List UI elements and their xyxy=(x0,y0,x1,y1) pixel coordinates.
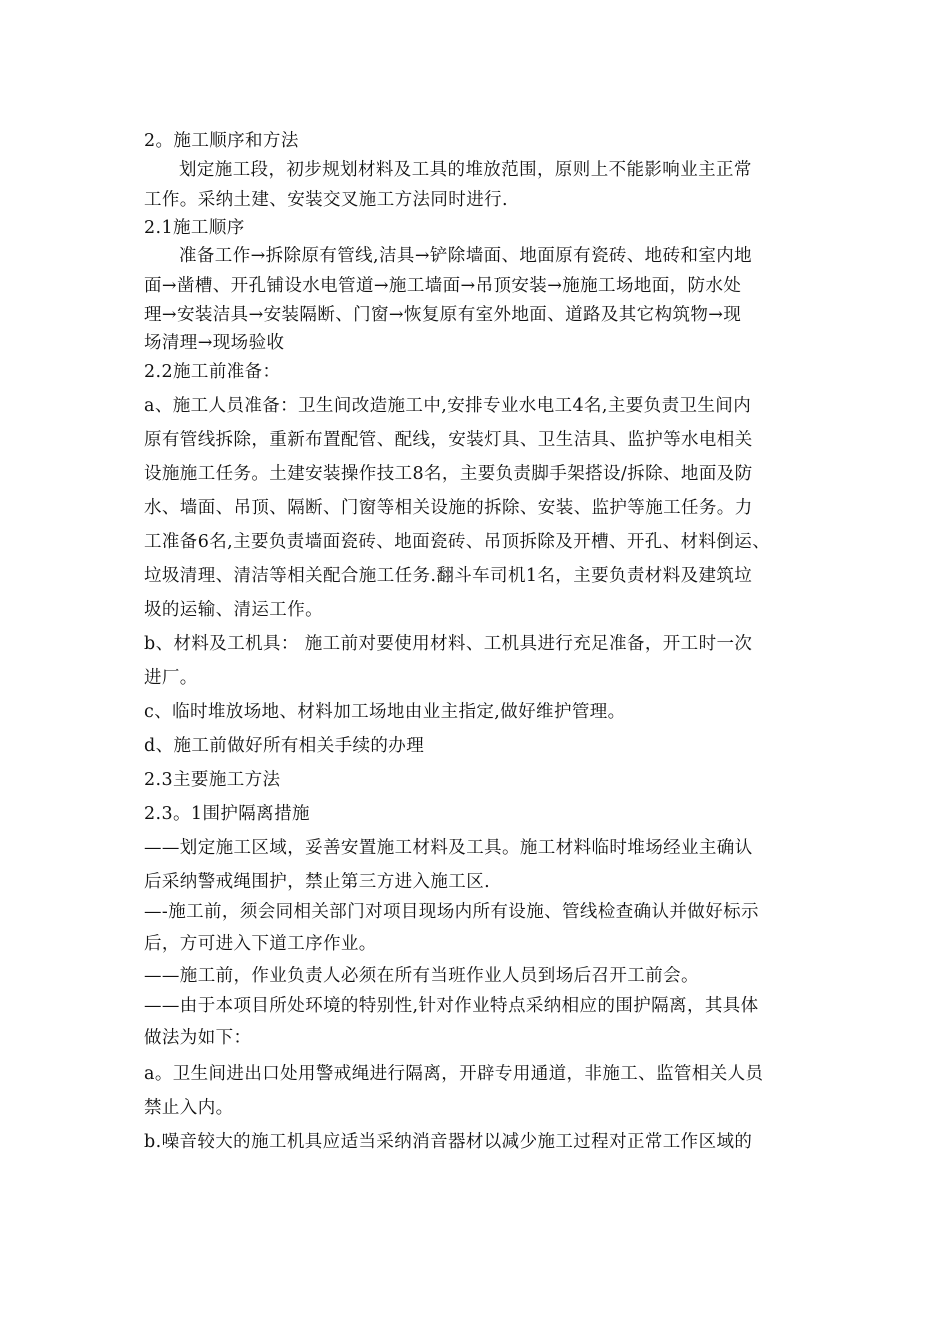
paragraph-line: 禁止入内。 xyxy=(144,1098,234,1118)
paragraph-line: 后采纳警戒绳围护，禁止第三方进入施工区. xyxy=(144,872,491,892)
subsection-heading: 2.2施工前准备： xyxy=(144,362,281,382)
paragraph-line: 圾的运输、清运工作。 xyxy=(144,600,323,620)
paragraph-line: 后，方可进入下道工序作业。 xyxy=(144,934,377,954)
paragraph-line: b、材料及工机具： 施工前对要使用材料、工机具进行充足准备，开工时一次 xyxy=(144,634,753,654)
paragraph-line: 工准备6名,主要负责墙面瓷砖、地面瓷砖、吊顶拆除及开槽、开孔、材料倒运、 xyxy=(144,532,771,552)
subsection-heading: 2.1施工顺序 xyxy=(144,218,245,238)
paragraph-line: 理→安装洁具→安装隔断、门窗→恢复原有室外地面、道路及其它构筑物→现 xyxy=(144,305,742,325)
paragraph-line: 面→凿槽、开孔铺设水电管道→施工墙面→吊顶安装→施施工场地面，防水处 xyxy=(144,276,742,296)
paragraph-line: ——由于本项目所处环境的特别性,针对作业特点采纳相应的围护隔离，其具体 xyxy=(144,996,759,1016)
subsection-heading: 2.3。1围护隔离措施 xyxy=(144,804,310,824)
paragraph-line: d、施工前做好所有相关手续的办理 xyxy=(144,736,425,756)
paragraph-line: 准备工作→拆除原有管线,洁具→铲除墙面、地面原有瓷砖、地砖和室内地 xyxy=(179,246,753,266)
paragraph-line: 原有管线拆除，重新布置配管、配线，安装灯具、卫生洁具、监护等水电相关 xyxy=(144,430,753,450)
paragraph-line: a、施工人员准备：卫生间改造施工中,安排专业水电工4名,主要负责卫生间内 xyxy=(144,396,752,416)
paragraph-line: 工作。采纳土建、安装交叉施工方法同时进行. xyxy=(144,190,508,210)
paragraph-line: a。卫生间进出口处用警戒绳进行隔离，开辟专用通道，非施工、监管相关人员 xyxy=(144,1064,764,1084)
section-heading: 2。施工顺序和方法 xyxy=(144,131,299,151)
paragraph-line: ——划定施工区域，妥善安置施工材料及工具。施工材料临时堆场经业主确认 xyxy=(144,838,753,858)
paragraph-line: 做法为如下： xyxy=(144,1028,252,1048)
paragraph-line: 场清理→现场验收 xyxy=(144,333,285,353)
paragraph-line: c、临时堆放场地、材料加工场地由业主指定,做好维护管理。 xyxy=(144,702,626,722)
paragraph-line: b.噪音较大的施工机具应适当采纳消音器材以减少施工过程对正常工作区域的 xyxy=(144,1132,753,1152)
paragraph-line: 划定施工段，初步规划材料及工具的堆放范围，原则上不能影响业主正常 xyxy=(179,160,752,180)
paragraph-line: ——施工前，作业负责人必须在所有当班作业人员到场后召开工前会。 xyxy=(144,966,699,986)
paragraph-line: 设施施工任务。土建安装操作技工8名，主要负责脚手架搭设/拆除、地面及防 xyxy=(144,464,753,484)
paragraph-line: —-施工前，须会同相关部门对项目现场内所有设施、管线检查确认并做好标示 xyxy=(144,902,759,922)
paragraph-line: 水、墙面、吊顶、隔断、门窗等相关设施的拆除、安装、监护等施工任务。力 xyxy=(144,498,753,518)
paragraph-line: 垃圾清理、清洁等相关配合施工任务.翻斗车司机1名，主要负责材料及建筑垃 xyxy=(144,566,753,586)
subsection-heading: 2.3主要施工方法 xyxy=(144,770,281,790)
paragraph-line: 进厂。 xyxy=(144,668,198,688)
